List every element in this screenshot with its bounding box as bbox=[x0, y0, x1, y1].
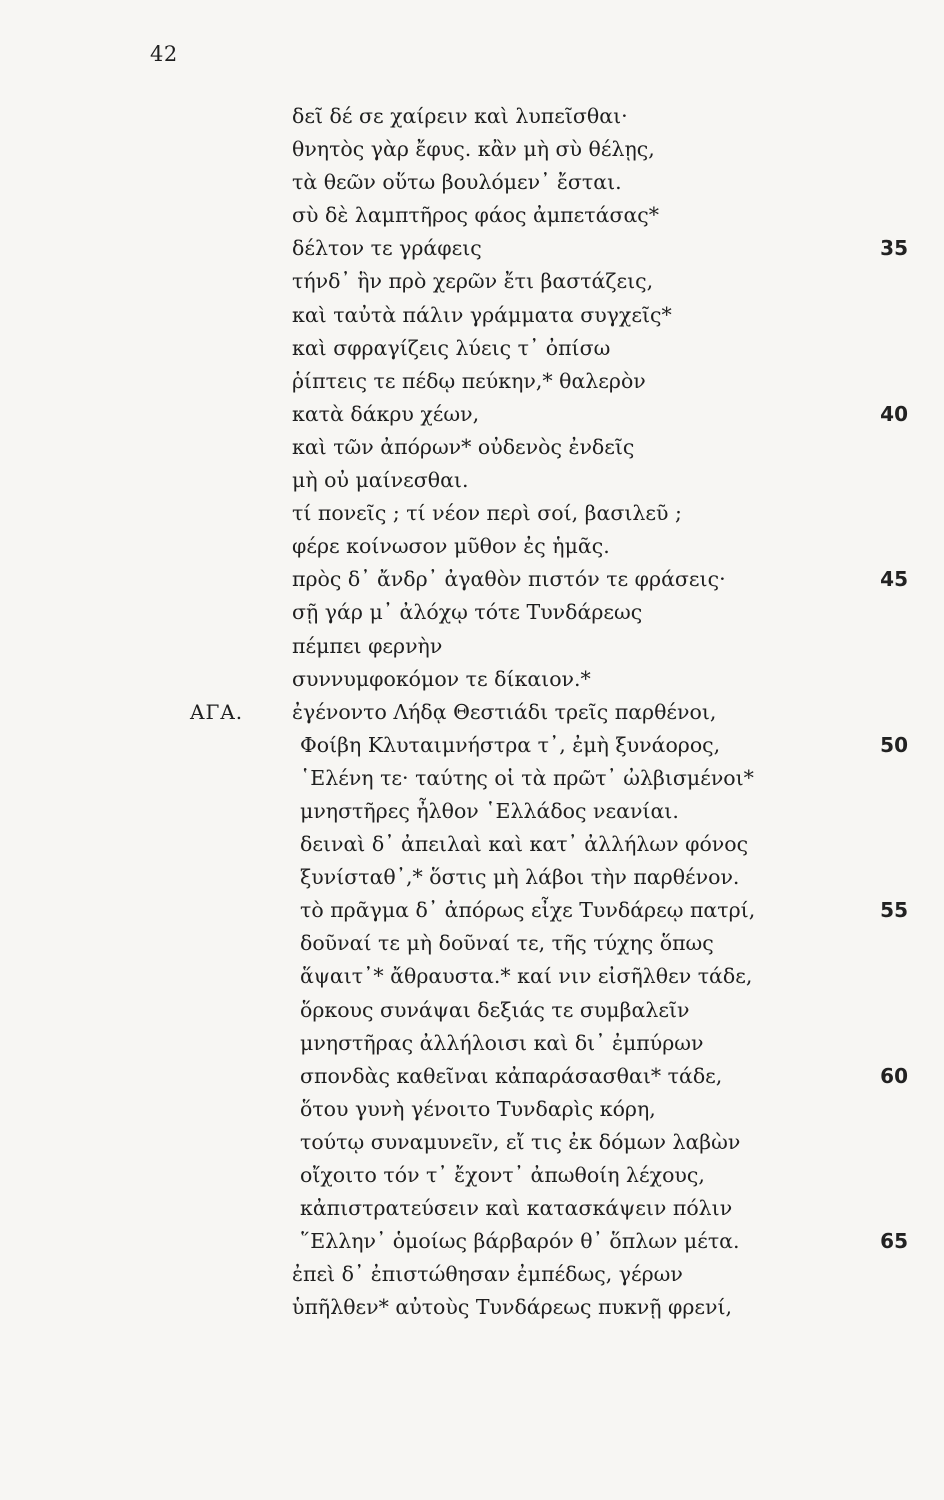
verse-line bbox=[0, 1291, 944, 1324]
verse-line bbox=[0, 365, 944, 398]
verse-line bbox=[0, 299, 944, 332]
verse-line bbox=[0, 332, 944, 365]
verse-block bbox=[0, 100, 944, 1324]
verse-text: πέμπει φερνὴν bbox=[292, 633, 443, 658]
verse-text: καὶ ταὐτὰ πάλιν γράμματα συγχεῖς* bbox=[292, 302, 672, 327]
line-number: 65 bbox=[880, 1229, 908, 1254]
verse-text: πρὸς δ᾽ ἄνδρ᾽ ἀγαθὸν πιστόν τε φράσεις· bbox=[292, 567, 726, 592]
verse-text: δοῦναί τε μὴ δοῦναί τε, τῆς τύχης ὅπως bbox=[300, 931, 714, 956]
verse-text: φέρε κοίνωσον μῦθον ἐς ἡμᾶς. bbox=[292, 534, 610, 559]
verse-text: τὰ θεῶν οὕτω βουλόμεν᾽ ἔσται. bbox=[292, 170, 622, 195]
verse-line bbox=[0, 696, 944, 729]
verse-text: μνηστῆρες ἦλθον ῾Ελλάδος νεανίαι. bbox=[300, 798, 679, 823]
verse-text: σπονδὰς καθεῖναι κἀπαράσασθαι* τάδε, bbox=[300, 1063, 723, 1088]
verse-text: θνητὸς γὰρ ἔφυς. κἂν μὴ σὺ θέλῃς, bbox=[292, 137, 655, 162]
verse-line bbox=[0, 994, 944, 1027]
verse-text: ξυνίσταθ᾽,* ὅστις μὴ λάβοι τὴν παρθένον. bbox=[300, 865, 740, 890]
verse-line bbox=[0, 1027, 944, 1060]
verse-line bbox=[0, 530, 944, 563]
verse-line bbox=[0, 663, 944, 696]
line-number: 40 bbox=[880, 401, 908, 426]
verse-text: μνηστῆρας ἀλλήλοισι καὶ δι᾽ ἐμπύρων bbox=[300, 1030, 704, 1055]
verse-line bbox=[0, 762, 944, 795]
verse-text: ἐπεὶ δ᾽ ἐπιστώθησαν ἐμπέδως, γέρων bbox=[292, 1262, 683, 1287]
line-number: 45 bbox=[880, 567, 908, 592]
speaker-label: ΑΓΑ. bbox=[190, 699, 244, 724]
line-number: 50 bbox=[880, 732, 908, 757]
verse-line bbox=[0, 1093, 944, 1126]
verse-line bbox=[0, 894, 944, 927]
verse-text: τί πονεῖς ; τί νέον περὶ σοί, βασιλεῦ ; bbox=[292, 501, 682, 526]
verse-text: ῞Ελλην᾽ ὁμοίως βάρβαρόν θ᾽ ὅπλων μέτα. bbox=[300, 1229, 740, 1254]
verse-text: ὅτου γυνὴ γένοιτο Τυνδαρὶς κόρη, bbox=[300, 1096, 656, 1121]
verse-text: τούτῳ συναμυνεῖν, εἴ τις ἐκ δόμων λαβὼν bbox=[300, 1129, 741, 1154]
verse-line bbox=[0, 927, 944, 960]
verse-line bbox=[0, 630, 944, 663]
verse-text: ὑπῆλθεν* αὐτοὺς Τυνδάρεως πυκνῇ φρενί, bbox=[292, 1295, 733, 1320]
verse-line bbox=[0, 100, 944, 133]
verse-line bbox=[0, 497, 944, 530]
verse-text: τὸ πρᾶγμα δ᾽ ἀπόρως εἶχε Τυνδάρεῳ πατρί, bbox=[300, 898, 756, 923]
verse-line bbox=[0, 1126, 944, 1159]
verse-line bbox=[0, 398, 944, 431]
verse-text: τήνδ᾽ ἣν πρὸ χερῶν ἔτι βαστάζεις, bbox=[292, 269, 654, 294]
line-number: 55 bbox=[880, 898, 908, 923]
verse-line bbox=[0, 133, 944, 166]
verse-line bbox=[0, 795, 944, 828]
line-number: 60 bbox=[880, 1063, 908, 1088]
verse-text: μὴ οὐ μαίνεσθαι. bbox=[292, 468, 469, 493]
verse-text: κατὰ δάκρυ χέων, bbox=[292, 401, 480, 426]
verse-text: δέλτον τε γράφεις bbox=[292, 236, 482, 261]
verse-line bbox=[0, 1192, 944, 1225]
verse-line bbox=[0, 828, 944, 861]
verse-line bbox=[0, 1060, 944, 1093]
page-number: 42 bbox=[150, 42, 178, 66]
verse-text: ῥίπτεις τε πέδῳ πεύκην,* θαλερὸν bbox=[292, 368, 646, 393]
verse-line bbox=[0, 960, 944, 993]
verse-line bbox=[0, 596, 944, 629]
verse-line bbox=[0, 729, 944, 762]
verse-text: ἅψαιτ᾽* ἄθραυστα.* καί νιν εἰσῆλθεν τάδε, bbox=[300, 964, 753, 989]
verse-line bbox=[0, 431, 944, 464]
verse-text: καὶ τῶν ἀπόρων* οὐδενὸς ἐνδεῖς bbox=[292, 434, 635, 459]
verse-line bbox=[0, 1225, 944, 1258]
verse-text: καὶ σφραγίζεις λύεις τ᾽ ὀπίσω bbox=[292, 335, 611, 360]
verse-text: ἐγένοντο Λήδᾳ Θεστιάδι τρεῖς παρθένοι, bbox=[292, 699, 717, 724]
verse-line bbox=[0, 232, 944, 265]
verse-text: οἴχοιτο τόν τ᾽ ἔχοντ᾽ ἀπωθοίη λέχους, bbox=[300, 1163, 705, 1187]
verse-line bbox=[0, 563, 944, 596]
verse-line bbox=[0, 464, 944, 497]
verse-text: δεῖ δέ σε χαίρειν καὶ λυπεῖσθαι· bbox=[292, 104, 628, 128]
verse-text: ὅρκους συνάψαι δεξιάς τε συμβαλεῖν bbox=[300, 997, 690, 1022]
verse-text: σὺ δὲ λαμπτῆρος φάος ἀμπετάσας* bbox=[292, 203, 660, 228]
verse-line bbox=[0, 1258, 944, 1291]
verse-text: ῾Ελένη τε· ταύτης οἱ τὰ πρῶτ᾽ ὠλβισμένοι* bbox=[300, 765, 754, 790]
verse-line bbox=[0, 199, 944, 232]
verse-text: κἀπιστρατεύσειν καὶ κατασκάψειν πόλιν bbox=[300, 1196, 733, 1221]
verse-line bbox=[0, 1159, 944, 1192]
verse-line bbox=[0, 265, 944, 298]
verse-line bbox=[0, 166, 944, 199]
verse-text: σῇ γάρ μ᾽ ἀλόχῳ τότε Τυνδάρεως bbox=[292, 600, 643, 625]
verse-text: συννυμφοκόμον τε δίκαιον.* bbox=[292, 666, 591, 691]
verse-line bbox=[0, 861, 944, 894]
verse-text: δειναὶ δ᾽ ἀπειλαὶ καὶ κατ᾽ ἀλλήλων φόνος bbox=[300, 832, 749, 857]
line-number: 35 bbox=[880, 236, 908, 261]
verse-text: Φοίβη Κλυταιμνήστρα τ᾽, ἐμὴ ξυνάορος, bbox=[300, 732, 721, 757]
